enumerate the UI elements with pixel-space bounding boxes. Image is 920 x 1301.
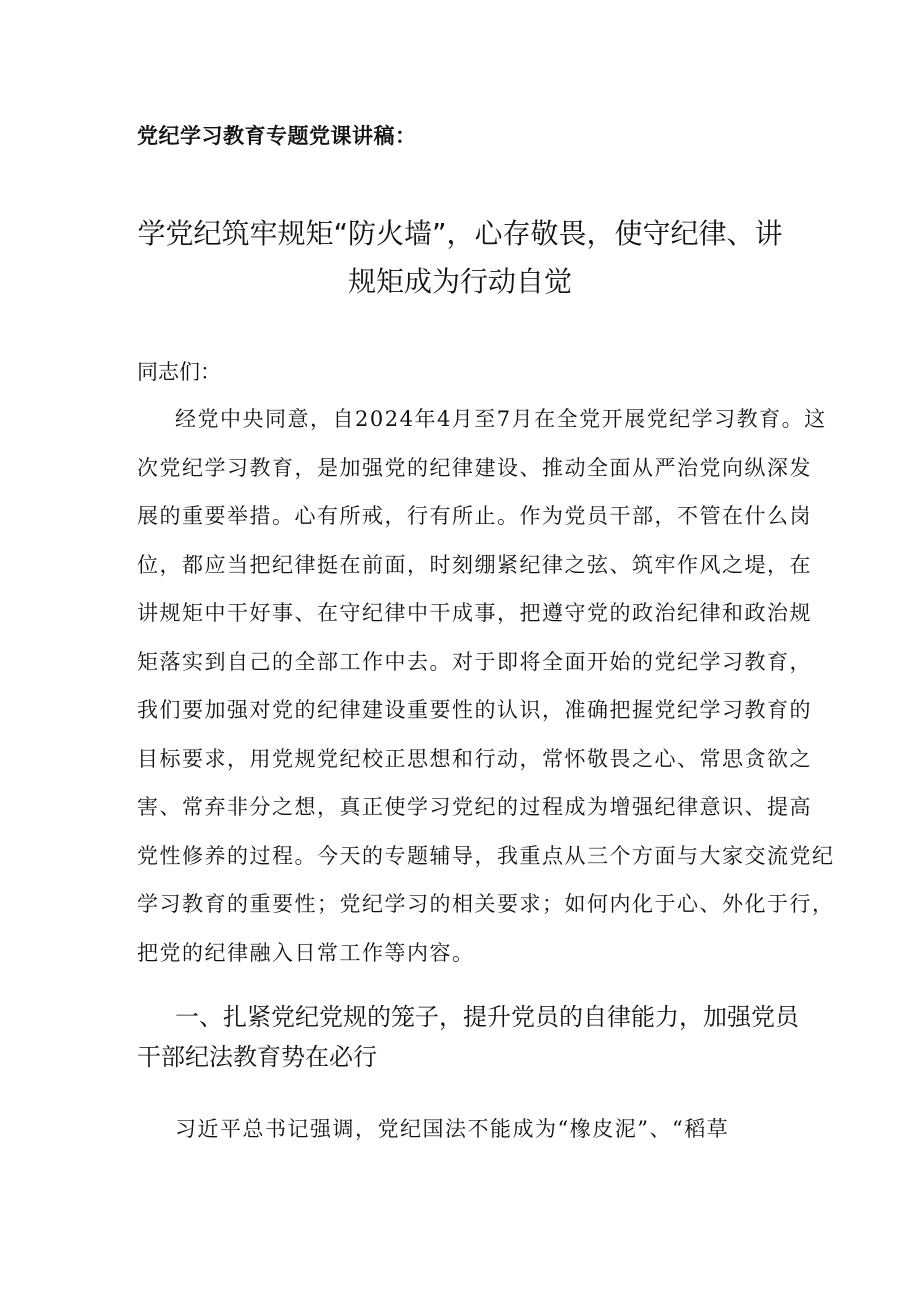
paragraph-line: 党性修养的过程。今天的专题辅导，我重点从三个方面与大家交流党纪 [137, 843, 835, 868]
paragraph-line: 把党的纪律融入日常工作等内容。 [137, 940, 475, 965]
intro-paragraph [137, 404, 835, 986]
document-title [126, 210, 794, 306]
salutation: 同志们： [137, 360, 221, 384]
paragraph-line: 矩落实到自己的全部工作中去。对于即将全面开始的党纪学习教育， [137, 649, 812, 674]
paragraph-line: 我们要加强对党的纪律建设重要性的认识，准确把握党纪学习教育的 [137, 698, 812, 722]
document-label: 党纪学习教育专题党课讲稿： [137, 123, 417, 148]
section-body-paragraph [137, 1114, 792, 1163]
paragraph-line: 次党纪学习教育，是加强党的纪律建设、推动全面从严治党向纵深发 [137, 455, 812, 480]
paragraph-line: 习近平总书记强调，党纪国法不能成为“橡皮泥”、“稻草 [175, 1117, 730, 1141]
heading-line: 干部纪法教育势在必行 [137, 1043, 377, 1071]
paragraph-line: 学习教育的重要性；党纪学习的相关要求；如何内化于心、外化于行， [137, 892, 835, 916]
title-line: 学党纪筑牢规矩“防火墙”，心存敬畏，使守纪律、讲 [137, 217, 783, 250]
paragraph-line: 位，都应当把纪律挺在前面，时刻绷紧纪律之弦、筑牢作风之堤，在 [137, 552, 812, 577]
paragraph-line: 讲规矩中干好事、在守纪律中干成事，把遵守党的政治纪律和政治规 [137, 601, 812, 625]
paragraph-line: 目标要求，用党规党纪校正思想和行动，常怀敬畏之心、常思贪欲之 [137, 746, 812, 771]
paragraph-line: 害、常弃非分之想，真正使学习党纪的过程成为增强纪律意识、提高 [137, 795, 812, 819]
section-heading [137, 997, 807, 1077]
title-line: 规矩成为行动自觉 [347, 265, 572, 298]
paragraph-line: 经党中央同意，自2024年4月至7月在全党开展党纪学习教育。这 [175, 407, 827, 431]
heading-line: 一、扎紧党纪党规的笼子，提升党员的自律能力，加强党员 [175, 1003, 799, 1031]
paragraph-line: 展的重要举措。心有所戒，行有所止。作为党员干部，不管在什么岗 [137, 504, 812, 528]
